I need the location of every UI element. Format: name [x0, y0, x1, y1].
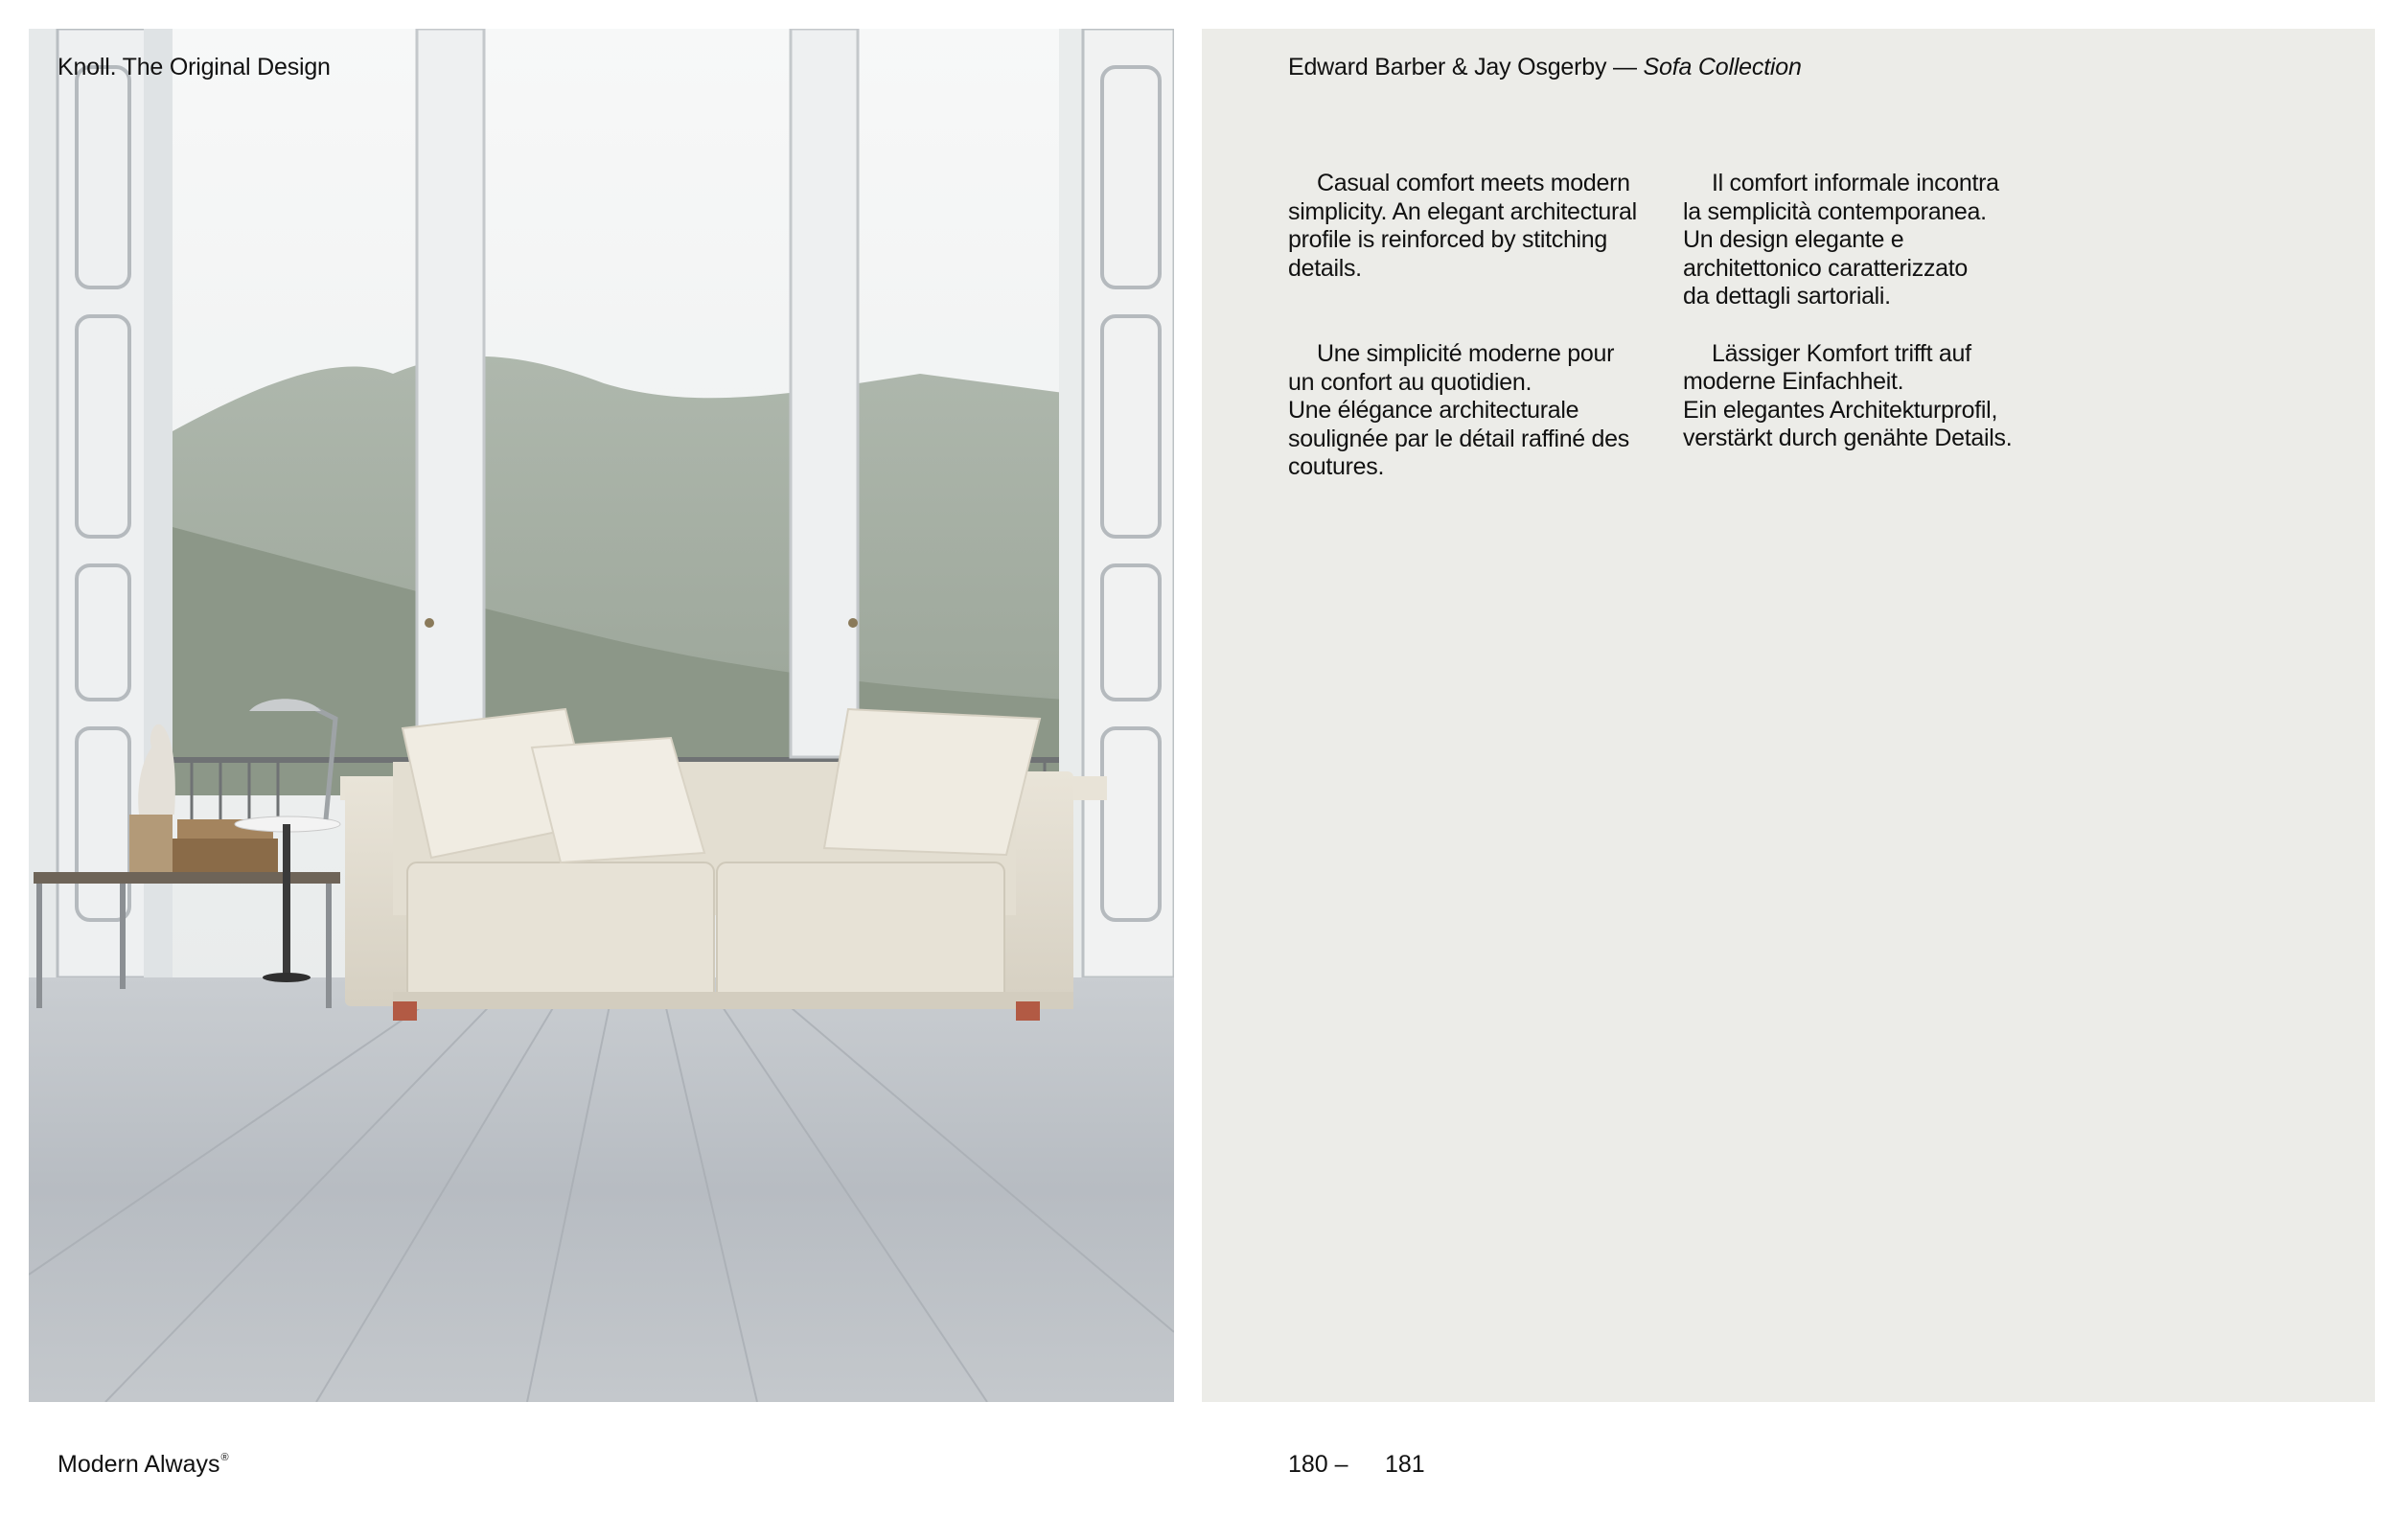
brand-footer: [58, 1451, 229, 1479]
sofa-room-image: [29, 29, 1174, 1402]
brand-name: Modern Always: [58, 1451, 220, 1478]
text-column-left: [1288, 170, 1671, 482]
italian-description: Il comfort informale incontra la semplicità contemporanea. Un design elegante e architettonico caratterizzato da dettagli sartoriali.: [1683, 170, 1999, 310]
english-description: Casual comfort meets modern simplicity. An elegant architectural profile is reinforced by stitching details.: [1288, 170, 1637, 282]
french-description: Une simplicité moderne pour un confort au quotidien. Une élégance architecturale soulignée par le détail raffiné des coutures.: [1288, 340, 1629, 480]
designer-names: Edward Barber & Jay Osgerby —: [1288, 54, 1644, 80]
photo-caption: Knoll. The Original Design: [58, 54, 331, 80]
german-description: Lässiger Komfort trifft auf moderne Einfachheit. Ein elegantes Architekturprofil, verstärkt durch genähte Details.: [1683, 339, 2013, 451]
page-number-right: 181: [1385, 1451, 1425, 1478]
collection-name: Sofa Collection: [1643, 54, 1802, 80]
collection-title: [1288, 54, 1802, 81]
text-column-right: [1683, 170, 2066, 453]
room-photo: [29, 29, 1174, 1402]
page-number-left: 180 –: [1288, 1451, 1348, 1478]
registered-mark: ®: [220, 1452, 229, 1463]
